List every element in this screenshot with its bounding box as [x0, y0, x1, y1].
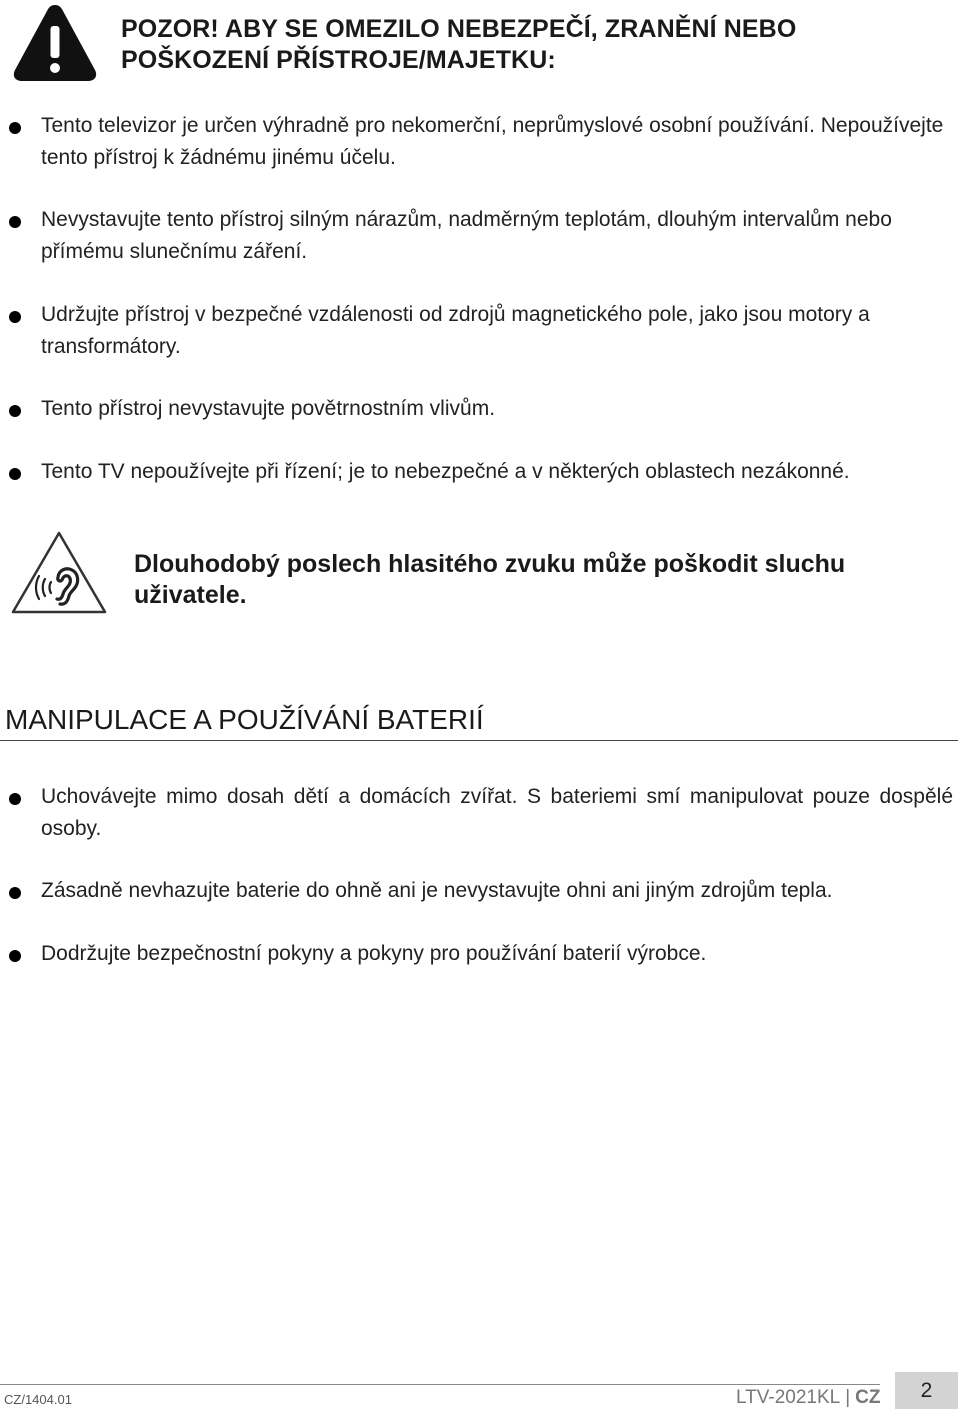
- footer-model-info: [736, 1387, 881, 1409]
- hearing-damage-warning-icon: [10, 530, 108, 616]
- bullet-dot: [9, 311, 21, 323]
- page-number: 2: [895, 1372, 958, 1409]
- list-item-text: Udržujte přístroj v bezpečné vzdálenosti od zdrojů magnetického pole, jako jsou motory a transformátory.: [41, 303, 870, 358]
- bullet-dot: [9, 468, 21, 480]
- bullet-dot: [9, 216, 21, 228]
- bullet-dot: [9, 122, 21, 134]
- bullet-dot: [9, 950, 21, 962]
- section-title: MANIPULACE A POUŽÍVÁNÍ BATERIÍ: [5, 704, 484, 735]
- warning-triangle-icon: [12, 2, 98, 82]
- language-code: CZ: [855, 1387, 881, 1408]
- list-item-text: Zásadně nevhazujte baterie do ohně ani je nevystavujte ohni ani jiným zdrojům tepla.: [41, 879, 833, 902]
- list-item-text: Uchovávejte mimo dosah dětí a domácích zvířat. S bateriemi smí manipulovat pouze dospělé osoby.: [41, 785, 953, 840]
- footer-separator: |: [845, 1387, 851, 1408]
- document-code: CZ/1404.01: [4, 1392, 72, 1407]
- list-item-text: Dodržujte bezpečnostní pokyny a pokyny pro používání baterií výrobce.: [41, 942, 707, 965]
- section-divider: [0, 740, 958, 741]
- list-item-text: Tento TV nepoužívejte při řízení; je to nebezpečné a v některých oblastech nezákonné.: [41, 460, 850, 483]
- bullet-dot: [9, 793, 21, 805]
- bullet-dot: [9, 887, 21, 899]
- footer-divider: [0, 1384, 880, 1385]
- bullet-dot: [9, 405, 21, 417]
- list-item-text: Nevystavujte tento přístroj silným nárazům, nadměrným teplotám, dlouhým intervalům nebo přímému slunečnímu záření.: [41, 208, 892, 263]
- model-name: LTV-2021KL: [736, 1387, 841, 1408]
- hearing-warning-text: Dlouhodobý poslech hlasitého zvuku může poškodit sluchu uživatele.: [134, 550, 846, 609]
- list-item-text: Tento televizor je určen výhradně pro nekomerční, neprůmyslové osobní používání. Nepoužívejte tento přístroj k žádnému jinému účelu.: [41, 114, 944, 169]
- warning-title: POZOR! ABY SE OMEZILO NEBEZPEČÍ, ZRANĚNÍ NEBO POŠKOZENÍ PŘÍSTROJE/MAJETKU:: [121, 15, 797, 74]
- list-item-text: Tento přístroj nevystavujte povětrnostním vlivům.: [41, 397, 496, 420]
